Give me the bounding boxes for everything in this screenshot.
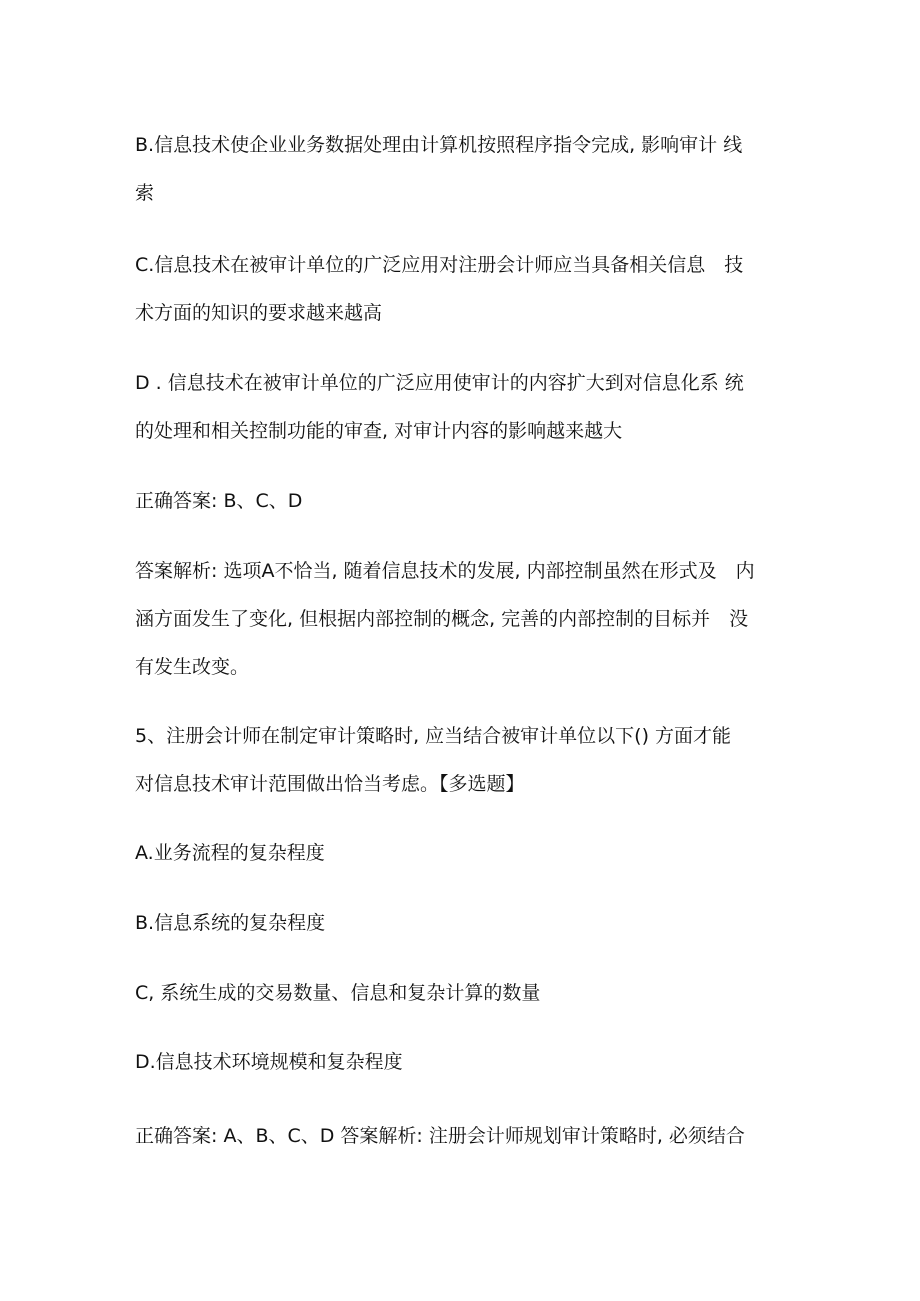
q5-correct-answer [135, 1112, 785, 1160]
q4-option-b [135, 121, 785, 217]
text-line: 正确答案: B、C、D [135, 490, 303, 512]
q4-answer-explanation [135, 547, 785, 691]
text-line: C.信息技术在被审计单位的广泛应用对注册会计师应当具备相关信息 技 [135, 254, 744, 276]
q4-option-d [135, 359, 785, 455]
q5-option-d [135, 1038, 785, 1086]
text-line: 对信息技术审计范围做出恰当考虑。【多选题】 [135, 773, 525, 795]
text-line: B.信息系统的复杂程度 [135, 912, 326, 934]
q4-option-c [135, 241, 785, 337]
text-line: D.信息技术环境规模和复杂程度 [135, 1051, 403, 1073]
text-line: A.业务流程的复杂程度 [135, 842, 325, 864]
text-line: 正确答案: A、B、C、D 答案解析: 注册会计师规划审计策略时, 必须结合 [135, 1125, 745, 1147]
q5-option-b [135, 899, 785, 947]
text-line: 答案解析: 选项A不恰当, 随着信息技术的发展, 内部控制虽然在形式及 内 [135, 560, 755, 582]
text-line: 索 [135, 182, 155, 204]
text-line: 5、注册会计师在制定审计策略时, 应当结合被审计单位以下() 方面才能 [135, 725, 732, 747]
q5-option-a [135, 829, 785, 877]
q4-correct-answer [135, 477, 785, 525]
q5-question [135, 712, 785, 808]
q5-option-c [135, 969, 785, 1017]
text-line: C, 系统生成的交易数量、信息和复杂计算的数量 [135, 982, 541, 1004]
text-line: 的处理和相关控制功能的审查, 对审计内容的影响越来越大 [135, 420, 623, 442]
text-line: B.信息技术使企业业务数据处理由计算机按照程序指令完成, 影响审计 线 [135, 134, 743, 156]
text-line: D . 信息技术在被审计单位的广泛应用使审计的内容扩大到对信息化系 统 [135, 372, 744, 394]
text-line: 涵方面发生了变化, 但根据内部控制的概念, 完善的内部控制的目标并 没 [135, 608, 749, 630]
text-line: 术方面的知识的要求越来越高 [135, 302, 383, 324]
text-line: 有发生改变。 [135, 656, 250, 678]
